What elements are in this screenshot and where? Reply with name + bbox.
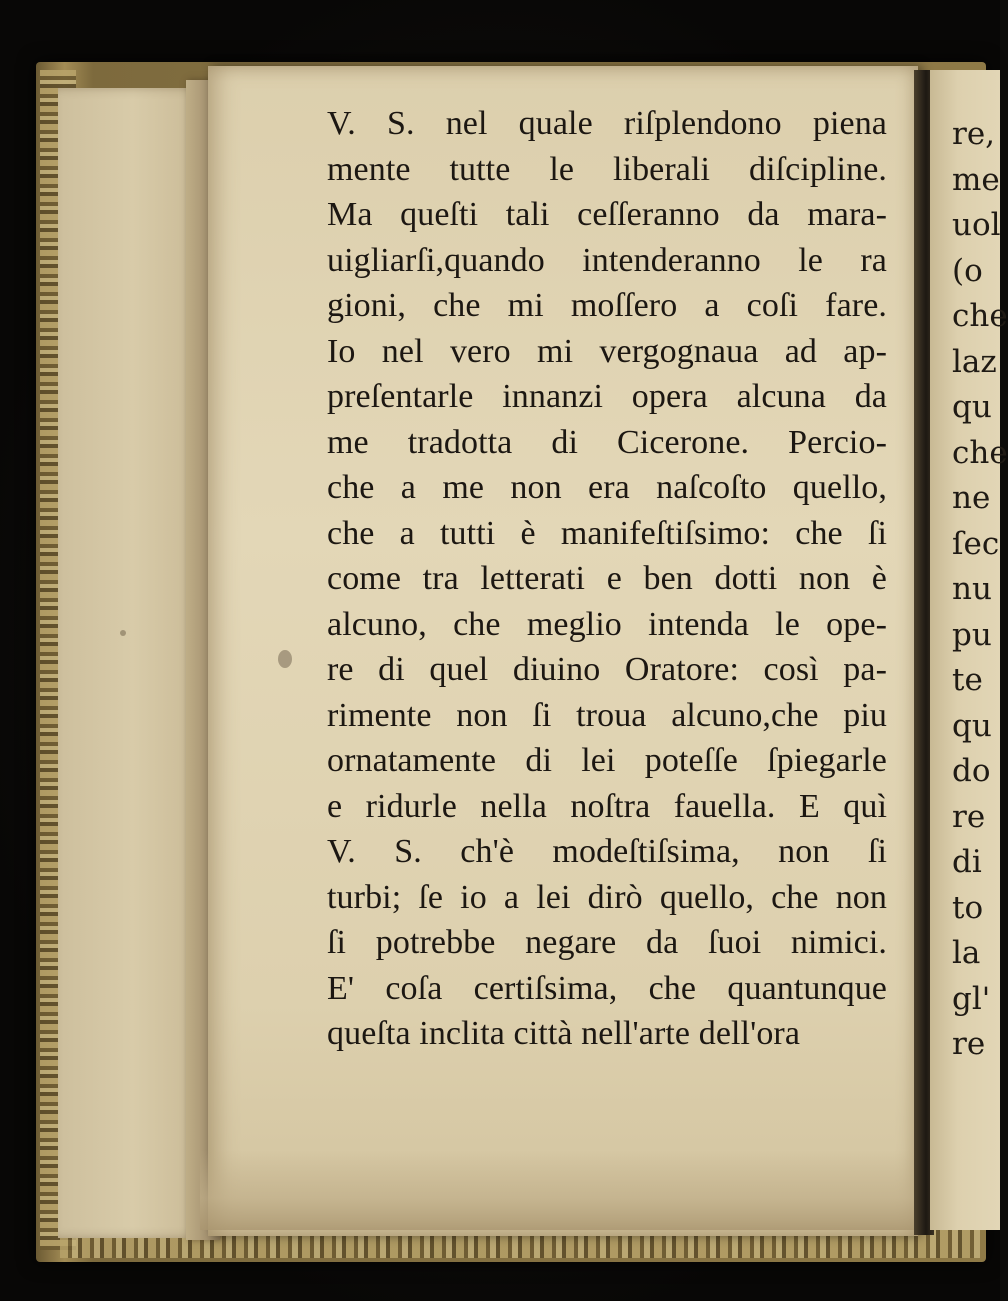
page-bottom-shading [200,1150,920,1230]
facing-text-line: nu [952,571,992,607]
facing-text-line: di [952,844,982,880]
text-line: come tra letterati e ben dotti non è [327,560,887,597]
text-line: queſta inclita città nell'arte dell'ora [327,1015,801,1052]
text-line: Io nel vero mi vergognaua ad ap- [327,332,887,370]
text-line: re di quel diuino Oratore: così pa- [327,651,887,688]
facing-text-line: te [952,662,983,698]
ink-speck [278,650,292,668]
facing-text-line: gl' [952,980,991,1017]
text-line: gioni, che mi moſſero a coſi fare. [327,287,887,324]
text-line: V. S. nel quale riſplendono piena [327,105,887,142]
text-line: preſentarle innanzi opera alcuna da [327,378,887,415]
facing-text-line: re [952,1026,986,1062]
facing-text-line: ſec [952,525,1000,562]
facing-text-line: pu [952,616,992,653]
facing-text-line: me [952,161,1000,198]
text-line: me tradotta di Cicerone. Percio- [327,423,887,461]
facing-text-line: la [952,935,981,971]
facing-text-line: qu [952,389,992,425]
text-line: rimente non ſi troua alcuno,che piu [327,696,887,734]
page-text [327,101,887,1057]
facing-text-line: che [952,298,1008,334]
text-line: E' coſa certiſsima, che quantunque [327,969,887,1007]
text-line: V. S. ch'è modeſtiſsima, non ſi [327,833,887,870]
facing-text-line: re [952,798,986,835]
facing-text-line: ne [952,480,991,516]
text-line: uigliarſi,quando intenderanno le ra [327,241,887,279]
facing-page-text [952,112,1008,1068]
facing-text-line: che [952,434,1008,471]
facing-page [930,70,1008,1230]
facing-text-line: to [952,889,984,926]
text-line: Ma queſti tali ceſſeranno da mara- [327,196,887,233]
facing-text-line: qu [952,707,992,744]
text-line: mente tutte le liberali diſcipline. [327,150,887,188]
ink-speck [120,630,126,636]
facing-text-line: uol [952,207,1001,243]
facing-text-line: re, [952,116,996,152]
facing-text-line: (o [952,252,983,289]
text-line: che a tutti è manifeſtiſsimo: che ſi [327,514,887,552]
text-line: turbi; ſe io a lei dirò quello, che non [327,878,887,916]
text-line: ornatamente di lei poteſſe ſpiegarle [327,742,887,779]
text-line: alcuno, che meglio intenda le ope- [327,605,887,643]
facing-text-line: laz [952,343,997,380]
text-line: che a me non era naſcoſto quello, [327,469,887,506]
text-line: e ridurle nella noſtra fauella. E quì [327,787,887,825]
facing-text-line: do [952,753,991,789]
text-line: ſi potrebbe negare da ſuoi nimici. [327,924,887,961]
